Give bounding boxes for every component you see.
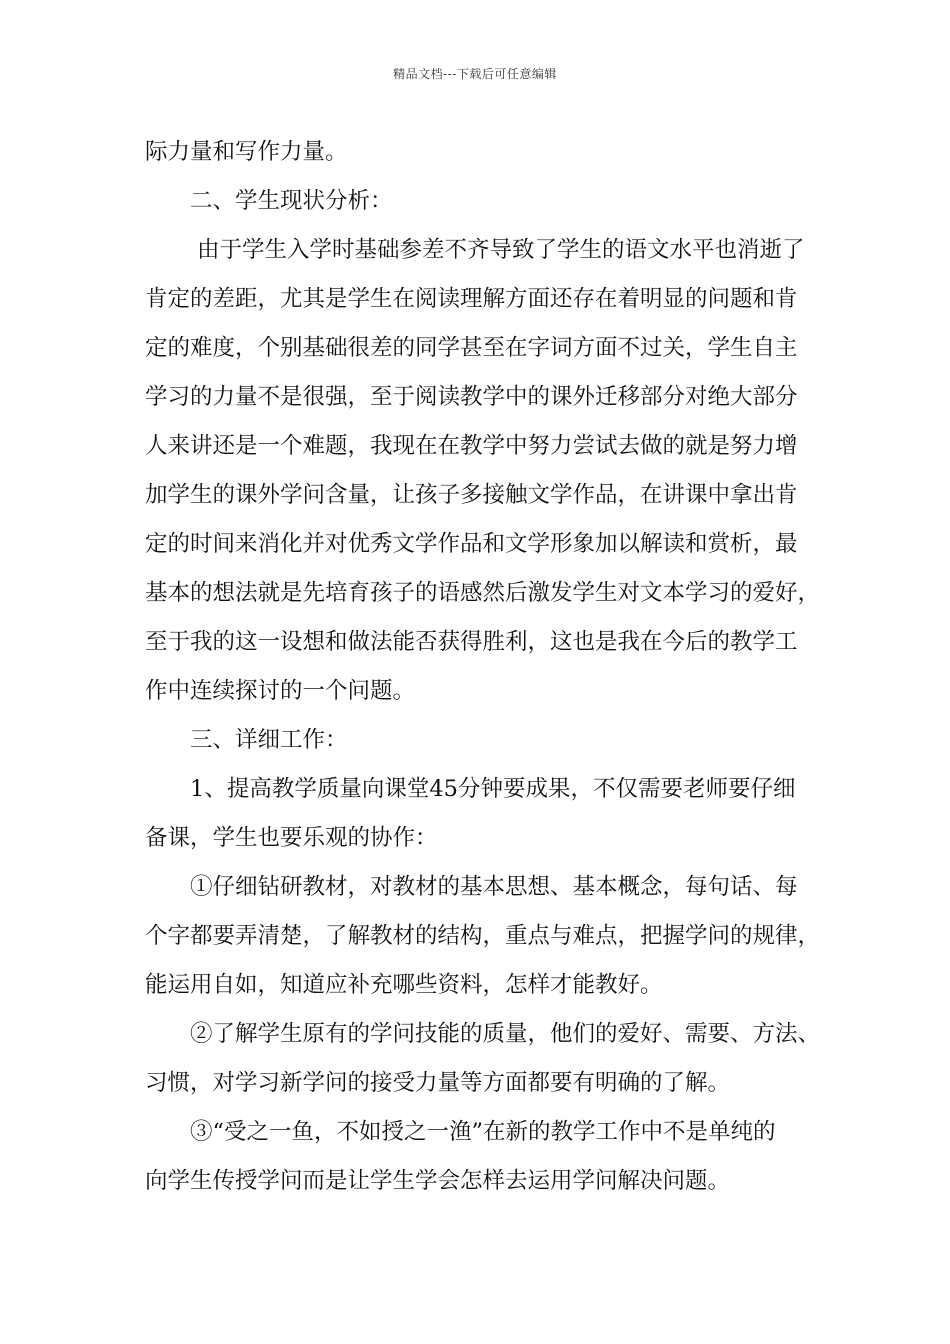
paragraph-line: 个字都要弄清楚，了解教材的结构，重点与难点，把握学问的规律，: [145, 923, 821, 949]
list-item-line: ②了解学生原有的学问技能的质量，他们的爱好、需要、方法、: [190, 1021, 821, 1047]
paragraph-line: 作中连续探讨的一个问题。: [145, 678, 416, 704]
section-heading: 二、学生现状分析：: [190, 188, 393, 214]
paragraph-line: 人来讲还是一个难题，我现在在教学中努力尝试去做的就是努力增: [145, 433, 798, 459]
paragraph-line: 加学生的课外学问含量，让孩子多接触文学作品，在讲课中拿出肯: [145, 482, 798, 508]
section-heading: 三、详细工作：: [190, 727, 348, 753]
paragraph-line: 能运用自如，知道应补充哪些资料，怎样才能教好。: [145, 972, 663, 998]
paragraph-line: 习惯，对学习新学问的接受力量等方面都要有明确的了解。: [145, 1070, 731, 1096]
paragraph-line: 际力量和写作力量。: [145, 139, 348, 165]
paragraph-line: 定的时间来消化并对优秀文学作品和文学形象加以解读和赏析，最: [145, 531, 798, 557]
paragraph-line: 至于我的这一设想和做法能否获得胜利，这也是我在今后的教学工: [145, 629, 798, 655]
paragraph-line: 向学生传授学问而是让学生学会怎样去运用学问解决问题。: [145, 1168, 731, 1194]
paragraph-line: 肯定的差距，尤其是学生在阅读理解方面还存在着明显的问题和肯: [145, 286, 798, 312]
paragraph-line: 基本的想法就是先培育孩子的语感然后激发学生对文本学习的爱好，: [145, 580, 821, 606]
page-header: 精品文档---下载后可任意编辑: [393, 67, 557, 81]
document-body: [145, 131, 821, 1209]
paragraph-line: 学习的力量不是很强，至于阅读教学中的课外迁移部分对绝大部分: [145, 384, 798, 410]
paragraph-line: 定的难度，个别基础很差的同学甚至在字词方面不过关，学生自主: [145, 335, 798, 361]
paragraph-line: 由于学生入学时基础参差不齐导致了学生的语文水平也消逝了: [197, 237, 805, 263]
paragraph-line: 备课，学生也要乐观的协作：: [145, 825, 438, 851]
list-item-line: ①仔细钻研教材，对教材的基本思想、基本概念，每句话、每: [190, 874, 798, 900]
paragraph-line: 1、提高教学质量向课堂45分钟要成果，不仅需要老师要仔细: [190, 776, 796, 802]
list-item-line: ③“受之一鱼，不如授之一渔”在新的教学工作中不是单纯的: [190, 1119, 776, 1145]
